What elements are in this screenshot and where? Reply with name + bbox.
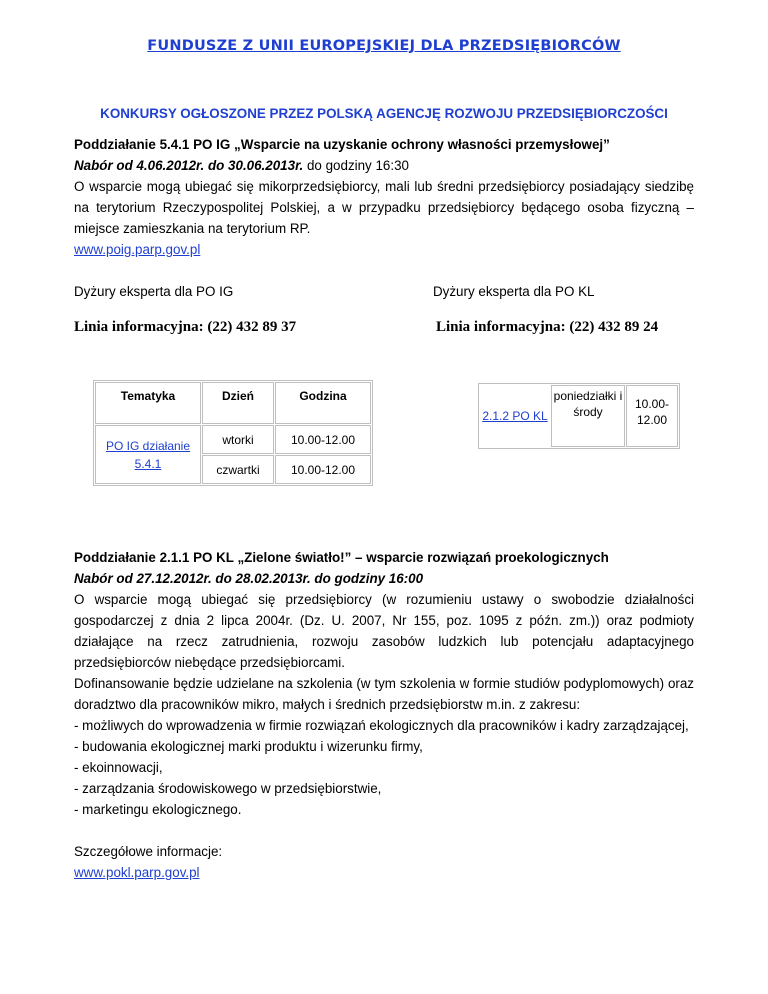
header-godzina: Godzina [275, 382, 371, 424]
poig-description: O wsparcie mogą ubiegać się mikorprzedsiębiorcy, mali lub średni przedsiębiorcy posiadający siedzibę na terytorium Rzeczypospolitej Polskiej, a w przypadku przedsiębiorcy będącego osoba fizyczną – miejsce zamieszkania na terytorium RP. [74, 179, 694, 236]
pokl-link[interactable]: www.pokl.parp.gov.pl [74, 865, 200, 880]
poig-topic-link[interactable]: PO IG działanie 5.4.1 [105, 438, 191, 471]
details-label: Szczegółowe informacje: [74, 844, 223, 859]
duty-label-poig: Dyżury eksperta dla PO IG [74, 284, 234, 299]
poig-nabor [74, 155, 694, 176]
list-item: - zarządzania środowiskowego w przedsiębiorstwie, [74, 781, 382, 796]
pokl-description: O wsparcie mogą ubiegać się przedsiębiorcy (w rozumieniu ustawy o swobodzie działalności gospodarczej z dnia 2 lipca 2004r. (Dz. U. 2007, Nr 155, poz. 1095 z późn. zm.)) oraz podmioty działające na rzecz zatrudnienia, rozwoju zasobów ludzkich lub potencjału adaptacyjnego przedsiębiorców niebędące przedsiębiorcami. [74, 592, 694, 670]
table-header-row [95, 382, 371, 424]
row2-hours: 10.00-12.00 [275, 455, 371, 484]
pokl-schedule-table [478, 383, 680, 449]
section-subtitle: KONKURSY OGŁOSZONE PRZEZ POLSKĄ AGENCJĘ ROZWOJU PRZEDSIĘBIORCZOŚCI [100, 106, 668, 121]
duty-labels [74, 281, 694, 302]
section-poig [74, 134, 694, 260]
phone-pokl: Linia informacyjna: (22) 432 89 24 [436, 319, 659, 335]
page-title: FUNDUSZE Z UNII EUROPEJSKIEJ DLA PRZEDSIĘBIORCÓW [147, 38, 621, 54]
row1-day: wtorki [202, 425, 274, 454]
phone-poig: Linia informacyjna: (22) 432 89 37 [74, 319, 297, 335]
table-row [95, 425, 371, 454]
poig-nabor-hour: do godziny 16:30 [303, 158, 409, 173]
header-tematyka: Tematyka [95, 382, 201, 424]
poig-nabor-dates: Nabór od 4.06.2012r. do 30.06.2013r. [74, 158, 304, 173]
pokl-heading: Poddziałanie 2.1.1 PO KL „Zielone światło!” – wsparcie rozwiązań proekologicznych [74, 550, 609, 565]
list-item: - budowania ekologicznej marki produktu i wizerunku firmy, [74, 739, 423, 754]
pokl-funding: Dofinansowanie będzie udzielane na szkolenia (w tym szkolenia w formie studiów podyplomowych) oraz doradztwo dla pracowników mikro, małych i średnich przedsiębiorstw m.in. z zakresu: [74, 676, 694, 712]
pokl-days: poniedziałki i środy [551, 385, 625, 447]
poig-schedule-table [93, 380, 373, 486]
poig-heading: Poddziałanie 5.4.1 PO IG „Wsparcie na uzyskanie ochrony własności przemysłowej” [74, 137, 610, 152]
duty-phones [74, 317, 694, 338]
poig-link[interactable]: www.poig.parp.gov.pl [74, 242, 201, 257]
table-row [480, 385, 678, 447]
pokl-topic-link[interactable]: 2.1.2 PO KL [482, 408, 548, 423]
header-dzien: Dzień [202, 382, 274, 424]
list-item: - możliwych do wprowadzenia w firmie rozwiązań ekologicznych dla pracowników i kadry zarządzającej, [74, 718, 689, 733]
row1-hours: 10.00-12.00 [275, 425, 371, 454]
row2-day: czwartki [202, 455, 274, 484]
list-item: - ekoinnowacji, [74, 760, 163, 775]
section-pokl [74, 547, 694, 883]
pokl-hours: 10.00-12.00 [626, 385, 678, 447]
list-item: - marketingu ekologicznego. [74, 802, 242, 817]
pokl-nabor: Nabór od 27.12.2012r. do 28.02.2013r. do godziny 16:00 [74, 571, 424, 586]
duty-label-pokl: Dyżury eksperta dla PO KL [433, 284, 595, 299]
